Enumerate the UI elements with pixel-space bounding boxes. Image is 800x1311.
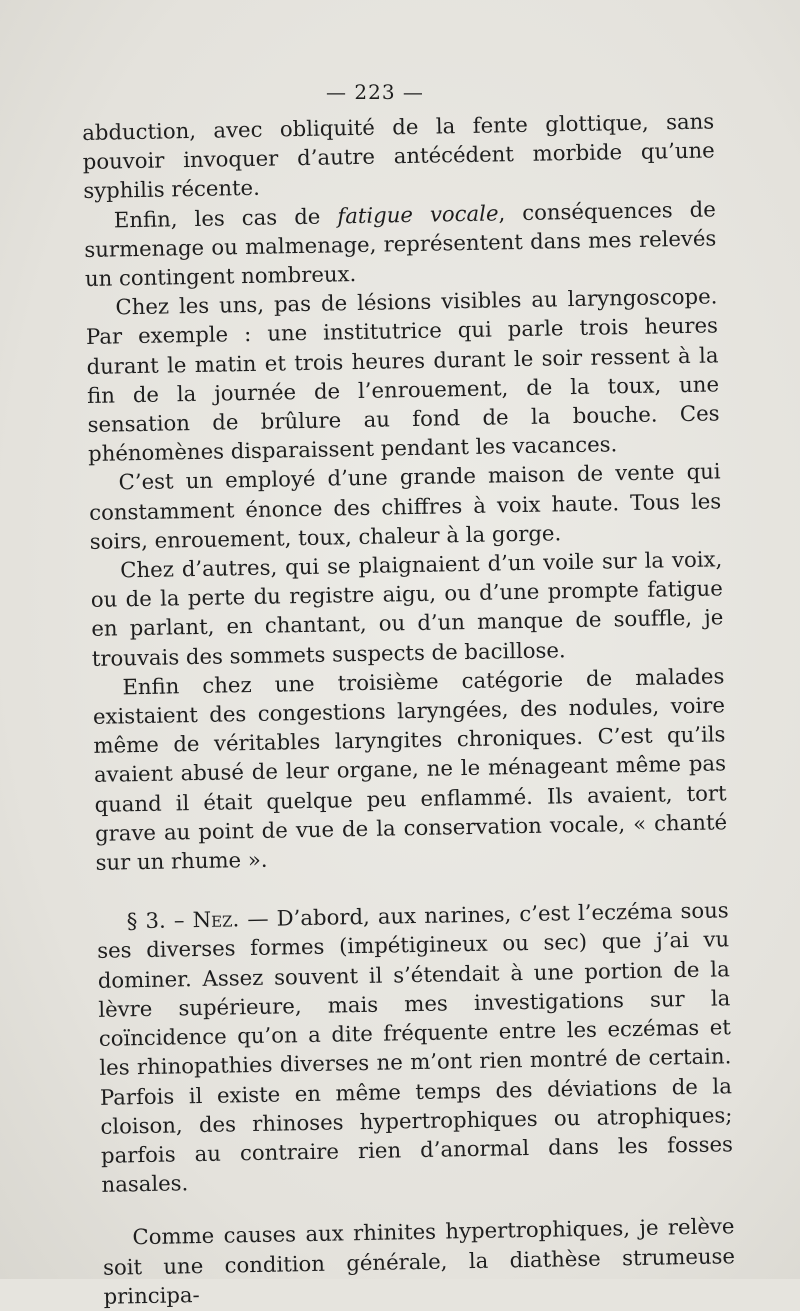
section-number: § 3. – [126,907,193,934]
italic-term: fatigue vocale [337,199,499,228]
paragraph-teacher: Chez les uns, pas de lésions visibles au laryngoscope. Par exemple : une institutrice qui parle trois heures durant le matin et trois heures durant le soir ressent à la fin de la journée de l’enrouement, de la toux, une sensation de brûlure au fond de la bouche. Ces phénomènes disparaissent pendant les vacances. [85,283,720,467]
paragraph-text-end: , conséquences de surmenage ou malmenage, représentent dans mes relevés un contingent nombreux. [84,196,717,291]
paragraph-third-category: Enfin chez une troisième catégorie de malades existaient des congestions laryngées, des nodules, voire même de véritables laryngites chroniques. C’est qu’ils avaient abusé de leur organe, ne le ménageant même pas quand il était quelque peu enflammé. Ils avaient, tort grave au point de vue de la conservation vocale, « chanté sur un rhume ». [92,663,728,875]
paragraph-hypertrophic-rhinitis: Comme causes aux rhinites hypertrophiques, je relève soit une condition générale, la diathèse strumeuse principa- [102,1213,736,1309]
paragraph-vocal-fatigue [84,194,717,293]
paragraph-employee: C’est un employé d’une grande maison de vente qui constamment énonce des chiffres à voix haute. Tous les soirs, enrouement, toux, chaleur à la gorge. [88,458,722,554]
paragraph-text-start: Enfin, les cas de [113,202,338,233]
paragraph-continued: abduction, avec obliquité de la fente glottique, sans pouvoir invoquer d’autre antécédent morbide qu’une syphilis récente. [82,108,715,204]
body-text [82,106,736,1310]
paragraph-others: Chez d’autres, qui se plaignaient d’un voile sur la voix, ou de la perte du registre aigu, ou d’une prompte fatigue en parlant, en chantant, ou d’un manque de souffle, je trouvais des sommets suspects de bacillose. [90,546,724,671]
section-heading: Nez. [192,906,240,933]
section-text: — D’abord, aux narines, c’est l’eczéma sous ses diverses formes (impétigineux ou sec) que j’ai vu dominer. Assez souvent il s’étendait à une portion de la lèvre supérieure, mais mes investigations sur la coïncidence qu’on a dite fréquente entre les eczémas et les rhinopathies diverses ne m’ont rien montré de certain. Parfois il existe en même temps des déviations de la cloison, des rhinoses hypertrophiques ou atrophiques; parfois au contraire rien d’anormal dans les fosses nasales. [97,897,734,1197]
paragraph-section-nose [96,896,733,1200]
page-number: — 223 — [326,80,424,104]
